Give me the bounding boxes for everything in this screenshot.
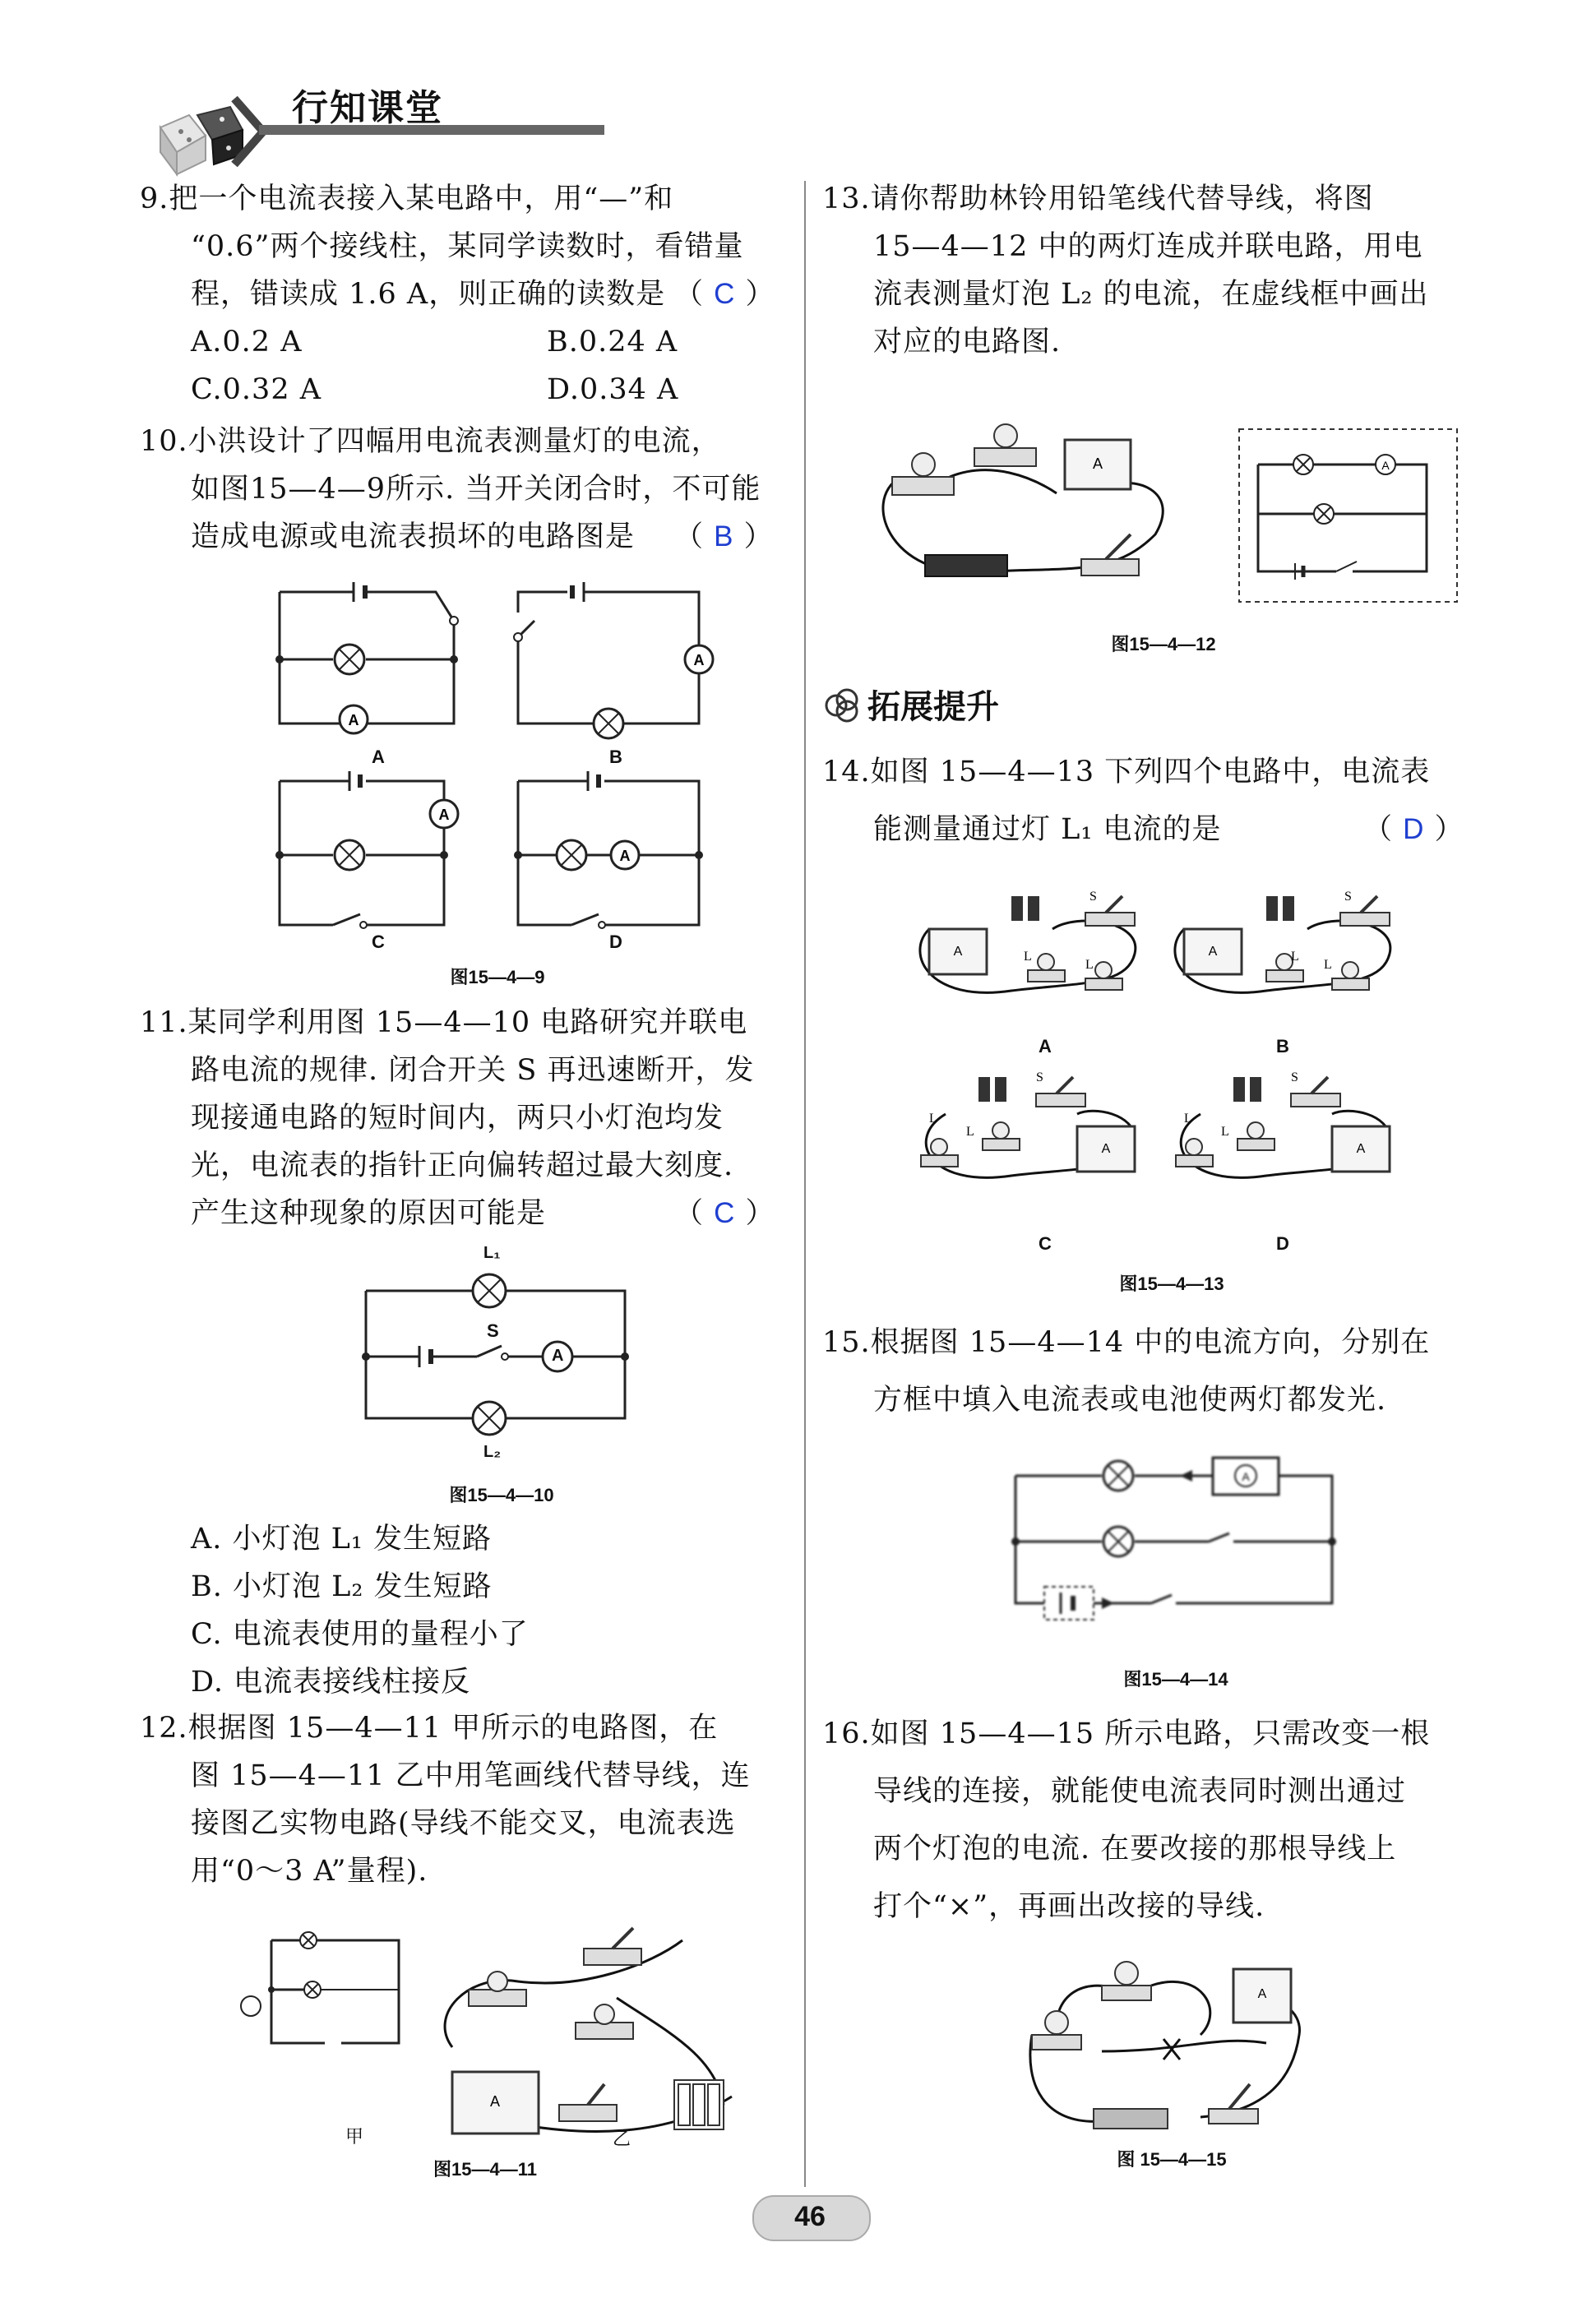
svg-text:L: L — [1291, 950, 1299, 964]
svg-text:A: A — [619, 848, 631, 864]
figure-15-4-15-caption: 图 15—4—15 — [1117, 2149, 1227, 2170]
figure-15-4-10 — [362, 1270, 641, 1451]
fig10-label-l2: L₂ — [483, 1443, 502, 1461]
svg-text:S: S — [1089, 890, 1097, 904]
q16-line-2: 导线的连接，就能使电流表同时测出通过 — [873, 1775, 1407, 1808]
svg-text:S: S — [1036, 1070, 1043, 1084]
column-divider — [804, 181, 806, 2187]
section-icon — [824, 689, 865, 722]
svg-text:S: S — [1291, 1070, 1298, 1084]
question-15 — [822, 1314, 1497, 1429]
fig9-label-d: D — [609, 932, 622, 952]
q9-line-3: 程，错读成 1.6 A，则正确的读数是 — [191, 278, 666, 311]
photo-circuit-a — [920, 890, 1136, 992]
q11-option-c: C. 电流表使用的量程小了 — [191, 1618, 529, 1651]
figure-15-4-11-yi-photo — [419, 1891, 765, 2138]
figure-15-4-13-caption: 图15—4—13 — [1119, 1274, 1224, 1294]
page-number: 46 — [794, 2201, 826, 2232]
q9-line-1: 9.把一个电流表接入某电路中，用“—”和 — [140, 183, 674, 215]
q9-line-2: “0.6”两个接线柱，某同学读数时，看错量 — [191, 230, 744, 263]
q11-line-3: 现接通电路的短时间内，两只小灯泡均发 — [191, 1102, 724, 1135]
figure-15-4-14-caption: 图15—4—14 — [1123, 1669, 1228, 1690]
fig9-label-c: C — [372, 932, 385, 952]
fig10-label-s: S — [487, 1320, 499, 1341]
q11-options — [191, 1515, 766, 1706]
fig10-label-a: A — [552, 1347, 564, 1365]
figure-15-4-12-caption: 图15—4—12 — [1111, 634, 1216, 654]
q13-line-3: 流表测量灯泡 L₂ 的电流，在虚线框中画出 — [873, 278, 1429, 311]
svg-text:L: L — [1085, 958, 1094, 972]
question-11: 11.某同学利用图 15—4—10 电路研究并联电 路电流的规律. 闭合开关 S 再迅速断开，发 现接通电路的短时间内，两只小灯泡均发 光，电流表的指针正向偏转超过最大刻度. 产生这种现象的原因可能是 （ C ） — [140, 999, 798, 1237]
q13-line-2: 15—4—12 中的两灯连成并联电路，用电 — [873, 230, 1423, 263]
q10-line-3: 造成电源或电流表损坏的电路图是 — [191, 520, 636, 553]
svg-text:A: A — [1381, 459, 1390, 472]
svg-text:A: A — [438, 807, 450, 823]
photo-circuit-d — [1176, 1070, 1390, 1177]
fig10-label-l1: L₁ — [483, 1244, 501, 1262]
fig13-label-d: D — [1276, 1233, 1289, 1254]
svg-text:L: L — [929, 1112, 937, 1126]
figure-15-4-15 — [1020, 1944, 1316, 2142]
section-title: 拓展提升 — [867, 688, 999, 726]
q16-line-1: 16.如图 15—4—15 所示电路，只需改变一根 — [822, 1718, 1431, 1750]
svg-text:L: L — [1221, 1125, 1229, 1139]
figure-15-4-13 — [913, 880, 1423, 1241]
q12-line-2: 图 15—4—11 乙中用笔画线代替导线，连 — [191, 1759, 751, 1792]
q16-line-3: 两个灯泡的电流. 在要改接的那根导线上 — [873, 1833, 1397, 1865]
fig11-label-jia: 甲 — [345, 2127, 364, 2147]
figure-15-4-12-answer-box — [1237, 428, 1460, 604]
fig11-label-yi: 乙 — [613, 2129, 631, 2150]
circuit-c — [275, 771, 458, 928]
fig9-label-a: A — [372, 747, 385, 767]
q11-option-b: B. 小灯泡 L₂ 发生短路 — [191, 1570, 493, 1603]
svg-text:A: A — [1101, 1142, 1111, 1156]
svg-text:A: A — [1208, 945, 1218, 959]
fig13-label-c: C — [1039, 1233, 1052, 1254]
q11-line-5: 产生这种现象的原因可能是 — [191, 1197, 547, 1230]
q10-line-2: 如图15—4—9所示. 当开关闭合时，不可能 — [191, 473, 761, 506]
svg-text:A: A — [953, 945, 963, 959]
svg-text:L: L — [1184, 1112, 1192, 1126]
q11-answer: C — [714, 1197, 736, 1229]
q11-line-1: 11.某同学利用图 15—4—10 电路研究并联电 — [140, 1006, 748, 1039]
svg-text:A: A — [1092, 455, 1103, 472]
q14-line-2: 能测量通过灯 L₁ 电流的是 — [873, 813, 1222, 846]
figure-15-4-10-caption: 图15—4—10 — [449, 1485, 554, 1505]
question-14: 14.如图 15—4—13 下列四个电路中，电流表 能测量通过灯 L₁ 电流的是 （ D ） — [822, 743, 1497, 858]
svg-text:L: L — [1024, 950, 1032, 964]
q12-line-3: 接图乙实物电路(导线不能交叉，电流表选 — [191, 1807, 736, 1840]
q10-answer: B — [714, 520, 734, 552]
q12-line-4: 用“0～3 A”量程). — [191, 1855, 428, 1888]
q9-answer: C — [714, 278, 736, 310]
question-16 — [822, 1705, 1497, 1935]
figure-15-4-9-caption: 图15—4—9 — [450, 967, 545, 987]
q16-line-4: 打个“×”，再画出改接的导线. — [873, 1890, 1265, 1923]
circuit-b — [514, 582, 713, 738]
q13-line-1: 13.请你帮助林铃用铅笔线代替导线，将图 — [822, 183, 1374, 215]
q14-answer: D — [1403, 813, 1425, 845]
svg-text:A: A — [1356, 1142, 1366, 1156]
fig13-label-a: A — [1039, 1036, 1052, 1056]
svg-text:A: A — [693, 652, 705, 668]
svg-text:A: A — [348, 712, 359, 728]
q11-line-2: 路电流的规律. 闭合开关 S 再迅速断开，发 — [191, 1054, 755, 1087]
q11-option-a: A. 小灯泡 L₁ 发生短路 — [191, 1523, 493, 1556]
figure-15-4-11-jia — [243, 1907, 407, 2047]
photo-circuit-b — [1175, 890, 1390, 992]
svg-text:L: L — [966, 1125, 974, 1139]
q13-line-4: 对应的电路图. — [873, 326, 1062, 358]
figure-15-4-14 — [1007, 1443, 1353, 1640]
q9-option-b: B.0.24 A — [547, 326, 678, 358]
question-12 — [140, 1704, 798, 1895]
fig13-label-b: B — [1276, 1036, 1289, 1056]
circuit-d — [514, 771, 703, 928]
q11-option-d: D. 电流表接线柱接反 — [191, 1666, 471, 1699]
question-13 — [822, 175, 1497, 366]
svg-text:A: A — [489, 2093, 501, 2110]
question-10: 10.小洪设计了四幅用电流表测量灯的电流， 如图15—4—9所示. 当开关闭合时，不可能 造成电源或电流表损坏的电路图是 （ B ） — [140, 418, 798, 561]
q15-line-1: 15.根据图 15—4—14 中的电流方向，分别在 — [822, 1326, 1431, 1359]
fig9-label-b: B — [609, 747, 622, 767]
figure-15-4-12-photo — [867, 411, 1196, 608]
figure-15-4-9 — [271, 576, 765, 962]
figure-15-4-11-caption: 图15—4—11 — [433, 2159, 537, 2180]
q9-option-a: A.0.2 A — [191, 326, 303, 358]
q9-option-c: C.0.32 A — [191, 373, 322, 406]
photo-circuit-c — [921, 1070, 1135, 1177]
q11-line-4: 光，电流表的指针正向偏转超过最大刻度. — [191, 1149, 734, 1182]
svg-text:A: A — [1257, 1987, 1267, 2001]
q9-option-d: D.0.34 A — [547, 373, 679, 406]
circuit-a — [275, 582, 458, 733]
q15-line-2: 方框中填入电流表或电池使两灯都发光. — [873, 1384, 1387, 1417]
svg-text:L: L — [1324, 958, 1332, 972]
q12-line-1: 12.根据图 15—4—11 甲所示的电路图，在 — [140, 1712, 719, 1745]
svg-text:A: A — [1242, 1470, 1250, 1483]
question-9: 9.把一个电流表接入某电路中，用“—”和 “0.6”两个接线柱，某同学读数时，看错量 程，错读成 1.6 A，则正确的读数是 （ C ） A.0.2 A B.0.24 A C.0.32 A D.0.34 A — [140, 175, 798, 414]
q10-line-1: 10.小洪设计了四幅用电流表测量灯的电流， — [140, 425, 721, 458]
q14-line-1: 14.如图 15—4—13 下列四个电路中，电流表 — [822, 756, 1431, 788]
header-title: 行知课堂 — [292, 87, 443, 129]
svg-text:S: S — [1344, 890, 1352, 904]
